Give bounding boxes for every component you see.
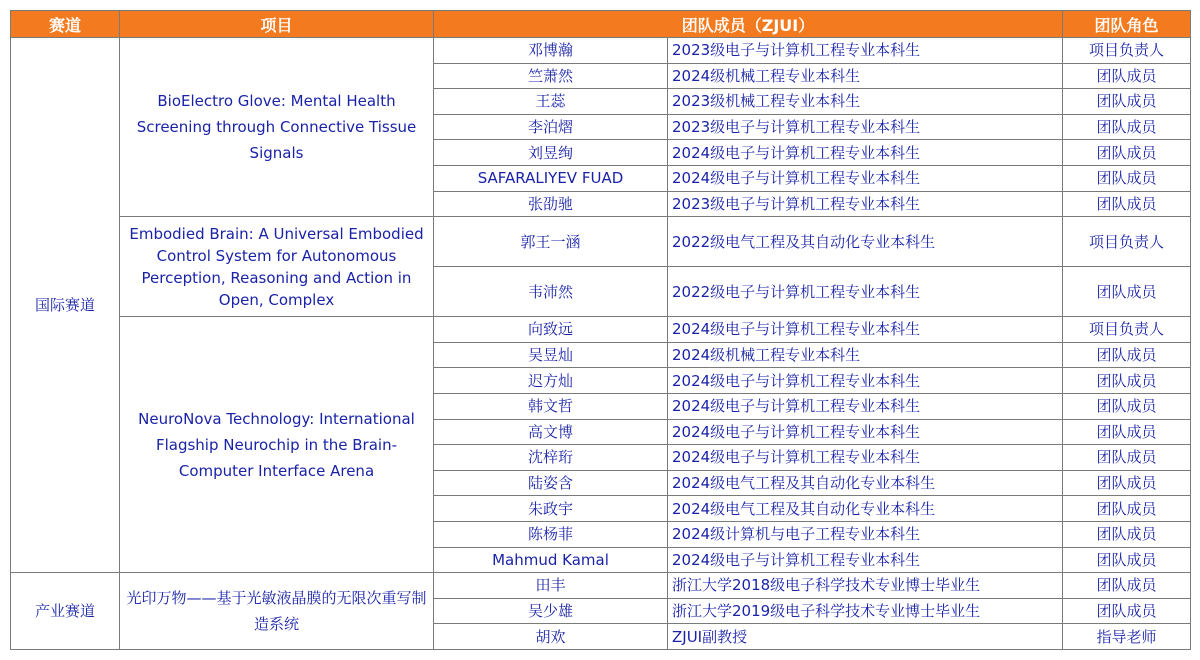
member-role-cell: 团队成员: [1063, 89, 1191, 115]
member-major-cell: 2022级电子与计算机工程专业本科生: [668, 267, 1063, 317]
table-body: [11, 38, 1191, 650]
member-name-cell: 韦沛然: [434, 267, 668, 317]
member-major-cell: 浙江大学2019级电子科学技术专业博士毕业生: [668, 598, 1063, 624]
member-role-cell: 团队成员: [1063, 342, 1191, 368]
header-project: 项目: [120, 11, 434, 38]
member-major-cell: ZJUI副教授: [668, 624, 1063, 650]
member-name-cell: 李泊熠: [434, 114, 668, 140]
project-title-cell: Embodied Brain: A Universal Embodied Control System for Autonomous Perception, Reasoning and Action in Open, Complex: [120, 217, 434, 317]
member-role-cell: 团队成员: [1063, 419, 1191, 445]
member-role-cell: 团队成员: [1063, 114, 1191, 140]
member-name-cell: 吴少雄: [434, 598, 668, 624]
member-name-cell: 高文博: [434, 419, 668, 445]
member-major-cell: 2023级电子与计算机工程专业本科生: [668, 38, 1063, 64]
member-role-cell: 团队成员: [1063, 165, 1191, 191]
table-row: [11, 38, 1191, 64]
member-name-cell: Mahmud Kamal: [434, 547, 668, 573]
project-title-cell: 光印万物——基于光敏液晶膜的无限次重写制造系统: [120, 573, 434, 650]
member-name-cell: 朱政宇: [434, 496, 668, 522]
member-name-cell: 韩文哲: [434, 393, 668, 419]
member-role-cell: 团队成员: [1063, 368, 1191, 394]
member-role-cell: 团队成员: [1063, 393, 1191, 419]
member-major-cell: 2023级电子与计算机工程专业本科生: [668, 191, 1063, 217]
member-major-cell: 2023级机械工程专业本科生: [668, 89, 1063, 115]
project-title-cell: BioElectro Glove: Mental Health Screening through Connective Tissue Signals: [120, 38, 434, 217]
member-name-cell: 田丰: [434, 573, 668, 599]
member-major-cell: 2024级电子与计算机工程专业本科生: [668, 445, 1063, 471]
member-name-cell: 郭王一涵: [434, 217, 668, 267]
header-role: 团队角色: [1063, 11, 1191, 38]
member-role-cell: 项目负责人: [1063, 317, 1191, 343]
member-name-cell: 竺萧然: [434, 63, 668, 89]
member-major-cell: 浙江大学2018级电子科学技术专业博士毕业生: [668, 573, 1063, 599]
member-name-cell: 陈杨菲: [434, 521, 668, 547]
member-role-cell: 团队成员: [1063, 267, 1191, 317]
team-table: [10, 10, 1191, 650]
header-track: 赛道: [11, 11, 120, 38]
member-name-cell: 沈梓珩: [434, 445, 668, 471]
member-name-cell: 胡欢: [434, 624, 668, 650]
member-role-cell: 团队成员: [1063, 445, 1191, 471]
member-role-cell: 项目负责人: [1063, 38, 1191, 64]
member-role-cell: 团队成员: [1063, 191, 1191, 217]
member-major-cell: 2024级电子与计算机工程专业本科生: [668, 547, 1063, 573]
member-name-cell: 邓博瀚: [434, 38, 668, 64]
member-name-cell: 陆姿含: [434, 470, 668, 496]
member-major-cell: 2024级电子与计算机工程专业本科生: [668, 419, 1063, 445]
member-major-cell: 2024级电子与计算机工程专业本科生: [668, 317, 1063, 343]
member-role-cell: 团队成员: [1063, 470, 1191, 496]
member-name-cell: 向致远: [434, 317, 668, 343]
member-major-cell: 2024级电气工程及其自动化专业本科生: [668, 496, 1063, 522]
member-name-cell: 吴昱灿: [434, 342, 668, 368]
member-major-cell: 2024级机械工程专业本科生: [668, 342, 1063, 368]
table-row: [11, 317, 1191, 343]
member-major-cell: 2023级电子与计算机工程专业本科生: [668, 114, 1063, 140]
member-major-cell: 2024级计算机与电子工程专业本科生: [668, 521, 1063, 547]
team-table-container: [10, 10, 1191, 650]
member-name-cell: 王蕊: [434, 89, 668, 115]
header-members: 团队成员（ZJUI）: [434, 11, 1063, 38]
member-name-cell: 张劭驰: [434, 191, 668, 217]
member-role-cell: 项目负责人: [1063, 217, 1191, 267]
project-title-cell: NeuroNova Technology: International Flagship Neurochip in the Brain-Computer Interface Arena: [120, 317, 434, 573]
member-name-cell: SAFARALIYEV FUAD: [434, 165, 668, 191]
member-major-cell: 2024级电子与计算机工程专业本科生: [668, 165, 1063, 191]
table-header: [11, 11, 1191, 38]
member-major-cell: 2024级电子与计算机工程专业本科生: [668, 140, 1063, 166]
member-major-cell: 2024级电气工程及其自动化专业本科生: [668, 470, 1063, 496]
member-role-cell: 团队成员: [1063, 547, 1191, 573]
table-row: [11, 217, 1191, 267]
member-name-cell: 迟方灿: [434, 368, 668, 394]
member-role-cell: 团队成员: [1063, 598, 1191, 624]
member-major-cell: 2022级电气工程及其自动化专业本科生: [668, 217, 1063, 267]
member-role-cell: 团队成员: [1063, 573, 1191, 599]
table-row: [11, 573, 1191, 599]
track-cell: 产业赛道: [11, 573, 120, 650]
member-role-cell: 团队成员: [1063, 521, 1191, 547]
member-role-cell: 团队成员: [1063, 496, 1191, 522]
member-name-cell: 刘昱绚: [434, 140, 668, 166]
member-role-cell: 团队成员: [1063, 63, 1191, 89]
member-major-cell: 2024级电子与计算机工程专业本科生: [668, 393, 1063, 419]
header-row: [11, 11, 1191, 38]
member-role-cell: 指导老师: [1063, 624, 1191, 650]
track-cell: 国际赛道: [11, 38, 120, 573]
member-major-cell: 2024级电子与计算机工程专业本科生: [668, 368, 1063, 394]
member-major-cell: 2024级机械工程专业本科生: [668, 63, 1063, 89]
member-role-cell: 团队成员: [1063, 140, 1191, 166]
